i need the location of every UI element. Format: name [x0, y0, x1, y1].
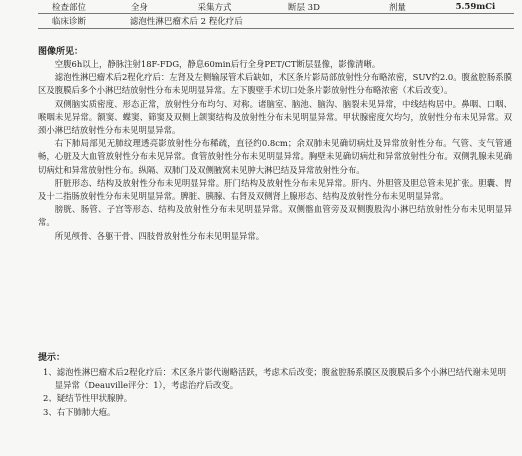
findings-body: [38, 58, 512, 243]
dose-label: 剂量: [358, 0, 437, 14]
findings-paragraph: 所见颅骨、各躯干骨、四肢骨放射性分布未见明显异常。: [54, 230, 265, 241]
notes-body: [38, 366, 512, 419]
dose-value: 5.59mCi: [437, 0, 514, 14]
acquisition-value: 断层 3D: [250, 0, 358, 14]
exam-site-value: 全身: [100, 0, 179, 14]
findings-paragraph: 右下肺局部见无肺纹理透亮影放射性分布稀疏，直径约0.8cm；余双肺未见确切病灶及异常放射性分布。气管、支气管通畅，心脏及大血管放射性分布未见异常。食管放射性分布未见明显异常。胸壁未见确切病灶和异常放射性分布。双侧乳腺未见确切病灶和异常放射性分布。纵隔、双肺门及双侧腋窝未见肿大淋巴结及异常放射性分布。: [38, 138, 512, 175]
exam-site-label: 检查部位: [38, 0, 100, 14]
findings-paragraph: 双侧脑实质密度、形态正常，放射性分布均匀、对称。诸脑室、脑池、脑沟、脑裂未见异常，中线结构居中。鼻咽、口咽、喉咽未见异常。额窦、蝶窦、筛窦及双侧上颌窦结构及放射性分布未见明显异常。甲状腺密度欠均匀，放射性分布未见异常。双颈小淋巴结放射性分布未见明显异常。: [38, 98, 512, 136]
diagnosis-row: [38, 14, 514, 29]
note-item: 2、疑结节性甲状腺肿。: [43, 393, 133, 404]
findings-paragraph: 肝脏形态、结构及放射性分布未见明显异常。肝门结构及放射性分布未见异常。肝内、外胆管及胆总管未见扩张。胆囊、胃及十二指肠放射性分布未见明显异常。脾脏、胰腺、右肾及双侧肾上腺形态、结构及放射性分布未见明显异常。: [38, 177, 512, 202]
exam-info-table: [38, 0, 514, 29]
diagnosis-label: 临床诊断: [38, 14, 100, 29]
findings-title: 图像所见：: [38, 47, 84, 57]
note-item: 3、右下肺肺大疱。: [43, 406, 116, 417]
findings-paragraph: 膀胱、肠管、子宫等形态、结构及放射性分布未见明显异常。双侧髂血管旁及双侧腹股沟小淋巴结放射性分布未见明显异常。: [38, 204, 512, 228]
findings-paragraph: 滤泡性淋巴瘤术后2程化疗后：左肾及左侧输尿管术后缺如，术区条片影局部放射性分布略浓密，SUV约2.0。腹盆腔肠系膜区及腹膜后多个小淋巴结放射性分布未见明显异常。左下腹壁手术切口处条片影放射性分布略浓密（术后改变）。: [38, 72, 512, 96]
exam-info-row: [38, 0, 514, 14]
note-item: 1、滤泡性淋巴瘤术后2程化疗后：术区条片影代谢略活跃，考虑术后改变；腹盆腔肠系膜区及腹膜后多个小淋巴结代谢未见明显异常（Deauville评分：1），考虑治疗后改变。: [43, 367, 506, 391]
notes-title: 提示：: [38, 353, 66, 363]
diagnosis-value: 滤泡性淋巴瘤术后 2 程化疗后: [100, 14, 514, 29]
findings-paragraph: 空腹6h以上，静脉注射18F-FDG，静息60min后行全身PET/CT断层显像，影像清晰。: [54, 59, 381, 69]
acquisition-label: 采集方式: [179, 0, 250, 14]
